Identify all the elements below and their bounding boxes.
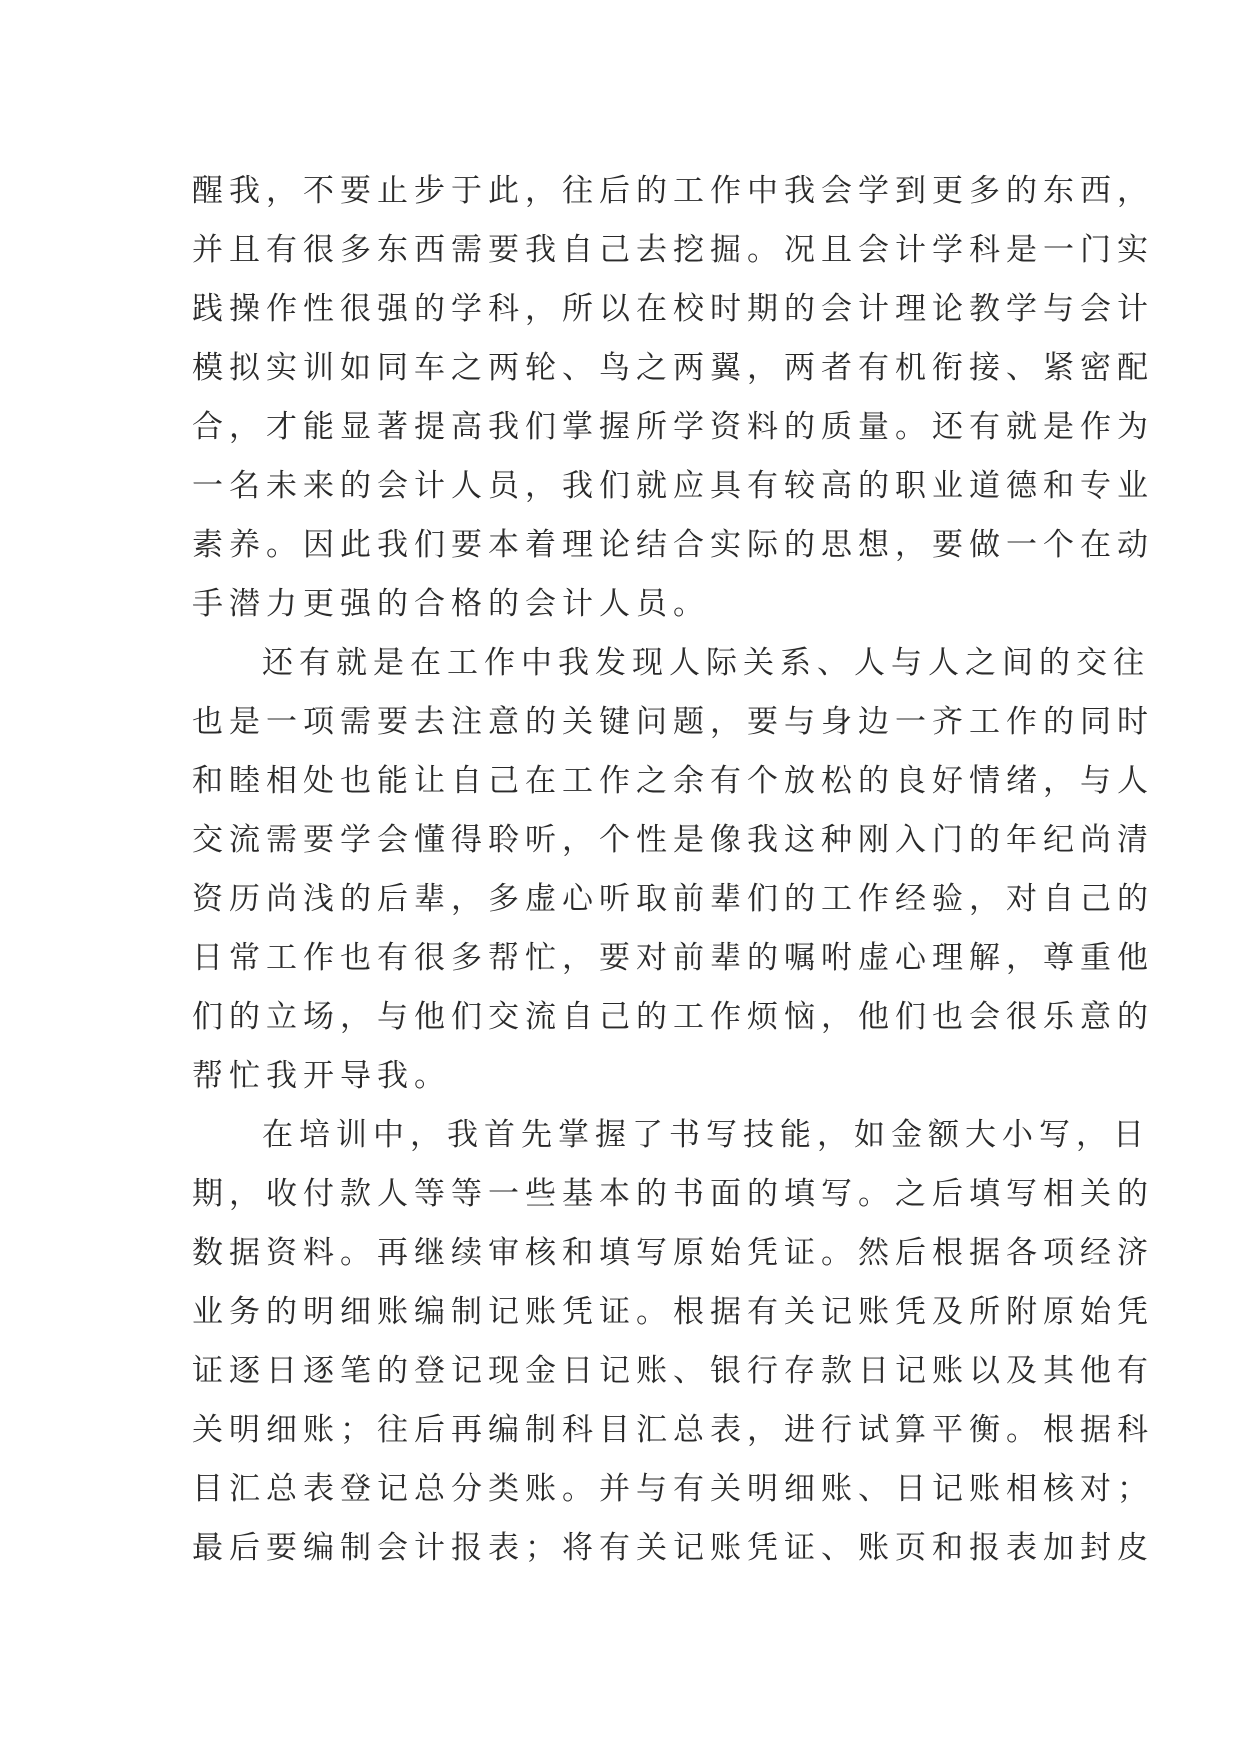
text-line: 模拟实训如同车之两轮、鸟之两翼，两者有机衔接、紧密配: [192, 350, 1154, 386]
text-line: 践操作性很强的学科，所以在校时期的会计理论教学与会计: [192, 291, 1154, 327]
text-line: 数据资料。再继续审核和填写原始凭证。然后根据各项经济: [192, 1235, 1154, 1271]
text-line: 也是一项需要去注意的关键问题，要与身边一齐工作的同时: [192, 704, 1154, 740]
text-line: 在培训中，我首先掌握了书写技能，如金额大小写，日: [262, 1117, 1150, 1153]
paragraph-2: [192, 634, 1154, 1106]
text-line: 一名未来的会计人员，我们就应具有较高的职业道德和专业: [192, 468, 1154, 504]
text-line: 还有就是在工作中我发现人际关系、人与人之间的交往: [262, 645, 1150, 681]
text-line: 和睦相处也能让自己在工作之余有个放松的良好情绪，与人: [192, 763, 1154, 799]
text-line: 最后要编制会计报表；将有关记账凭证、账页和报表加封皮: [192, 1530, 1154, 1566]
text-line: 业务的明细账编制记账凭证。根据有关记账凭及所附原始凭: [192, 1294, 1154, 1330]
text-line: 帮忙我开导我。: [192, 1058, 451, 1094]
text-line: 醒我，不要止步于此，往后的工作中我会学到更多的东西，: [192, 173, 1154, 209]
text-line: 目汇总表登记总分类账。并与有关明细账、日记账相核对；: [192, 1471, 1154, 1507]
text-line: 手潜力更强的合格的会计人员。: [192, 586, 710, 622]
text-line: 关明细账；往后再编制科目汇总表，进行试算平衡。根据科: [192, 1412, 1154, 1448]
document-body: [192, 162, 1154, 1578]
text-line: 合，才能显著提高我们掌握所学资料的质量。还有就是作为: [192, 409, 1154, 445]
text-line: 交流需要学会懂得聆听，个性是像我这种刚入门的年纪尚清: [192, 822, 1154, 858]
text-line: 素养。因此我们要本着理论结合实际的思想，要做一个在动: [192, 527, 1154, 563]
paragraph-1: [192, 162, 1154, 634]
text-line: 期，收付款人等等一些基本的书面的填写。之后填写相关的: [192, 1176, 1154, 1212]
text-line: 并且有很多东西需要我自己去挖掘。况且会计学科是一门实: [192, 232, 1154, 268]
text-line: 们的立场，与他们交流自己的工作烦恼，他们也会很乐意的: [192, 999, 1154, 1035]
text-line: 资历尚浅的后辈，多虚心听取前辈们的工作经验，对自己的: [192, 881, 1154, 917]
text-line: 证逐日逐笔的登记现金日记账、银行存款日记账以及其他有: [192, 1353, 1154, 1389]
text-line: 日常工作也有很多帮忙，要对前辈的嘱咐虚心理解，尊重他: [192, 940, 1154, 976]
paragraph-3: [192, 1106, 1154, 1578]
